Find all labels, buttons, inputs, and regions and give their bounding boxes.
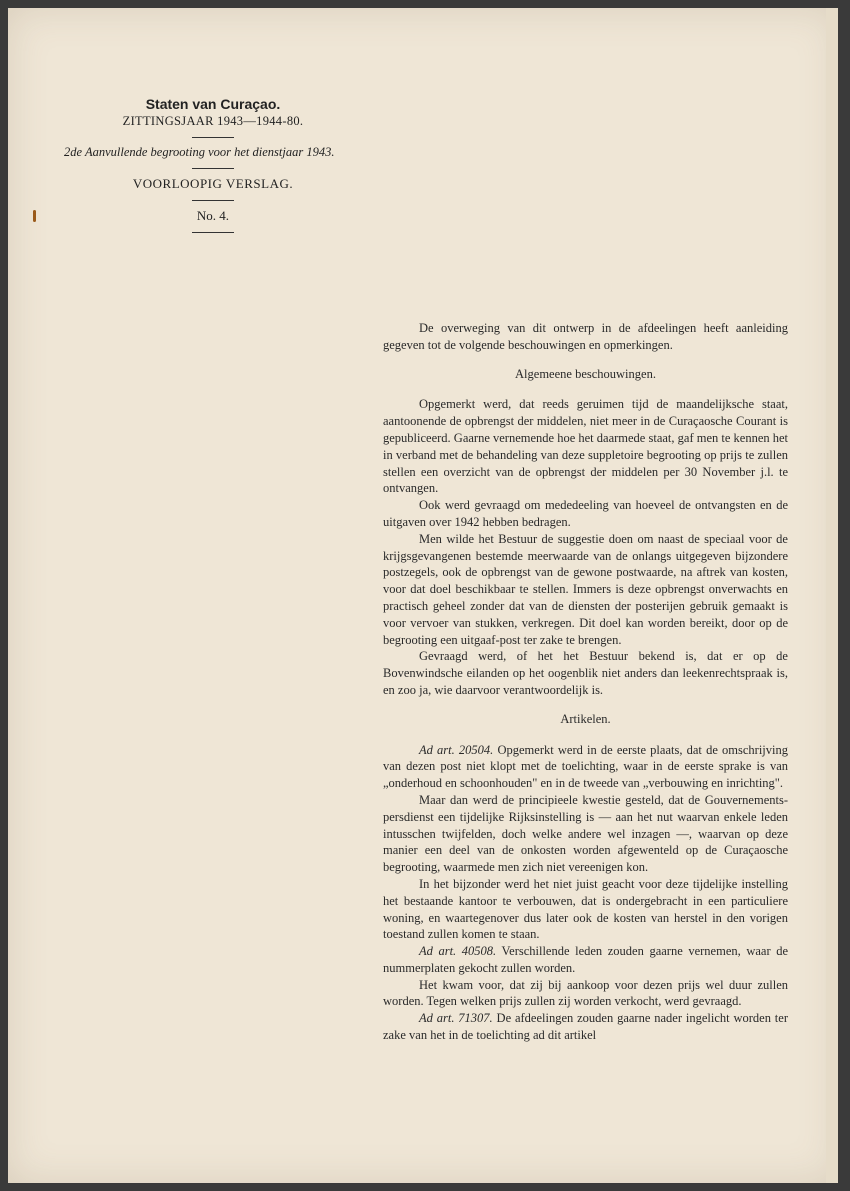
article-label: Ad art. 71307.: [419, 1011, 493, 1026]
article-paragraph: [383, 1010, 788, 1044]
section-heading-articles: Artikelen.: [560, 711, 611, 726]
divider: [192, 137, 234, 138]
report-body: [383, 320, 788, 1044]
divider: [192, 232, 234, 233]
paragraph: Maar dan werd de principieele kwestie gesteld, dat de Gouvernements-persdienst een tijdelijke Rijksinstelling is — aan het nut waarvan enkele leden intusschen twijfelden, doch welke andere wel inzagen —, waarvan op deze manier een deel van de onkosten worden afgewenteld op de Curaçaosche begrooting, waarmede men zich niet vereenigen kon.: [383, 792, 788, 875]
report-title: VOORLOOPIG VERSLAG.: [132, 176, 294, 191]
page-edge: [826, 8, 838, 1183]
report-number: No. 4.: [196, 208, 230, 223]
paragraph: In het bijzonder werd het niet juist geacht voor deze tijdelijke instelling het bestaande kantoor te verbouwen, dat is ondergebracht in een particuliere woning, en waartegenover dus later ook de kosten van herstel in den vorigen toestand zullen komen te staan.: [383, 876, 788, 942]
paragraph: Opgemerkt werd, dat reeds geruimen tijd de maandelijksche staat, aantoonende de opbrengst der middelen, niet meer in de Curaçaosche Courant is gepubliceerd. Gaarne vernemende hoe het daarmede staat, gaf men te kennen het in verband met de behandeling van deze suppletoire begrooting op prijs te zullen stellen een overzicht van de opbrengst der middelen per 30 November j.l. te ontvangen.: [383, 397, 789, 496]
paragraph: Gevraagd werd, of het het Bestuur bekend is, dat er op de Bovenwindsche eilanden op het oogenblik niet anders dan leekenrechtspraak is, en zoo ja, wie daarvoor verantwoordelijk is.: [383, 649, 788, 697]
section-heading-general: Algemeene beschouwingen.: [515, 366, 656, 381]
assembly-title: Staten van Curaçao.: [145, 96, 281, 112]
document-header: [48, 96, 378, 240]
session-year: ZITTINGSJAAR 1943—1944-80.: [122, 114, 304, 128]
document-page: [8, 8, 838, 1183]
budget-subject: 2de Aanvullende begrooting voor het dienstjaar 1943.: [64, 145, 335, 159]
divider: [192, 200, 234, 201]
article-text: Verschillende leden zouden gaarne vernemen, waar de nummerplaten gekocht zullen worden.: [383, 944, 788, 975]
paragraph: Men wilde het Bestuur de suggestie doen om naast de speciaal voor de krijgsgevangenen bestemde meerwaarde van de onlangs uitgegeven bijzondere postzegels, ook de opbrengst van de gewone postwaarde, na aftrek van kosten, voor dat doel beschikbaar te stellen. Immers is deze opbrengst onverwachts en practisch geheel zonder dat van de diensten der posterijen gebruik gemaakt is voor vervoer van stukken, verkregen. Dit doel kan worden bereikt, door op de begrooting een uitgaaf-post ter zake te brengen.: [383, 531, 788, 647]
divider: [192, 168, 234, 169]
article-text: Opgemerkt werd in de eerste plaats, dat de omschrijving van dezen post niet klopt met de toelichting, waar in de eerste sprake is van „onderhoud en schoonhouden" en in de tweede van „verbouwing en inrichting".: [383, 742, 788, 791]
article-label: Ad art. 20504.: [419, 742, 494, 757]
intro-paragraph: De overweging van dit ontwerp in de afdeelingen heeft aanleiding gegeven tot de volgende beschouwingen en opmerkingen.: [383, 321, 788, 352]
paragraph: Ook werd gevraagd om mededeeling van hoeveel de ontvangsten en de uitgaven over 1942 hebben bedragen.: [383, 498, 788, 529]
article-label: Ad art. 40508.: [419, 944, 497, 959]
paragraph: Het kwam voor, dat zij bij aankoop voor dezen prijs wel duur zullen worden. Tegen welken prijs zullen zij worden verkocht, werd gevraagd.: [383, 977, 788, 1009]
ink-mark: [33, 210, 36, 222]
article-paragraph: [383, 742, 788, 792]
article-paragraph: [383, 943, 788, 977]
article-text: De afdeelingen zouden gaarne nader ingelicht worden ter zake van het in de toelichting ad dit artikel: [383, 1011, 788, 1043]
